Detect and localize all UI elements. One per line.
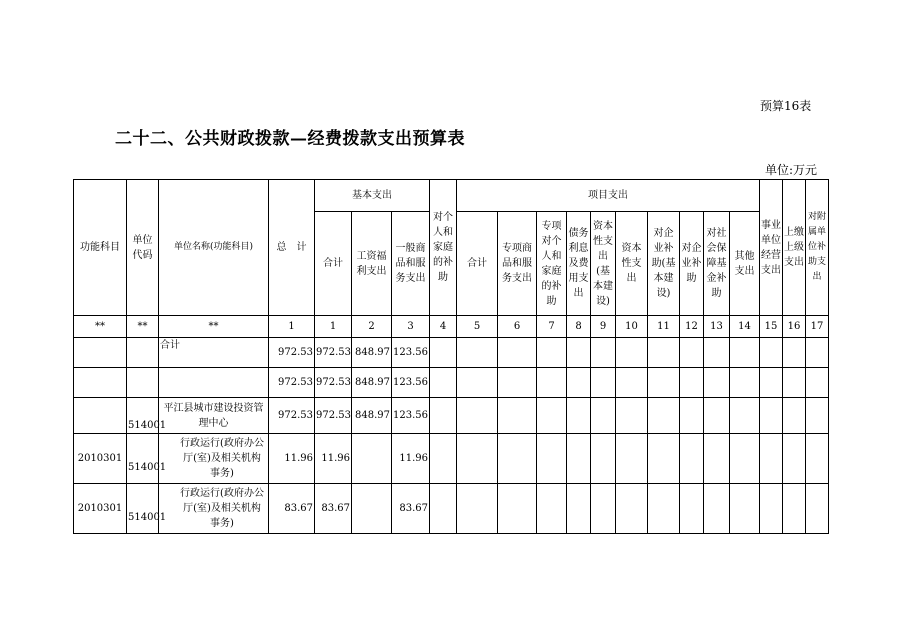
table-row [74, 484, 829, 534]
index-cell: 13 [704, 316, 730, 338]
index-cell: 1 [269, 316, 315, 338]
name-cell: 合计 [159, 338, 269, 368]
index-row [74, 316, 829, 338]
total-cell: 83.67 [269, 484, 315, 534]
header-proj-debt: 债务利息及费用支出 [567, 212, 591, 316]
form-number: 预算16表 [760, 99, 812, 113]
header-func-subject: 功能科目 [74, 180, 127, 316]
salary-cell: 848.97 [352, 338, 392, 368]
goods-cell: 83.67 [392, 484, 430, 534]
header-basic-goods: 一般商品和服务支出 [392, 212, 430, 316]
salary-cell [352, 484, 392, 534]
total-cell: 972.53 [269, 338, 315, 368]
table-row [74, 434, 829, 484]
index-cell: 17 [806, 316, 829, 338]
header-proj-capital: 资本性支出 [616, 212, 648, 316]
func-cell: 2010301 [74, 484, 127, 534]
name-cell [159, 368, 269, 398]
header-proj-total: 合计 [457, 212, 498, 316]
index-cell: 6 [498, 316, 537, 338]
index-cell: 11 [648, 316, 680, 338]
index-cell: 15 [760, 316, 783, 338]
header-upper: 上缴上级支出 [783, 180, 806, 316]
code-cell: 514001 [127, 484, 159, 534]
index-cell: 14 [730, 316, 760, 338]
name-cell: 行政运行(政府办公厅(室)及相关机构事务) [159, 484, 269, 534]
header-basic-personal: 对个人和家庭的补助 [430, 180, 457, 316]
index-cell: 5 [457, 316, 498, 338]
code-cell [127, 368, 159, 398]
basic-total-cell: 972.53 [315, 338, 352, 368]
index-cell: ** [159, 316, 269, 338]
goods-cell: 123.56 [392, 368, 430, 398]
header-unit-name: 单位名称(功能科目) [159, 180, 269, 316]
header-basic-salary: 工资福利支出 [352, 212, 392, 316]
index-cell: 10 [616, 316, 648, 338]
code-cell [127, 338, 159, 368]
header-basic-total: 合计 [315, 212, 352, 316]
index-cell: 12 [680, 316, 704, 338]
header-proj-capital-build: 资本性支出(基本建设) [591, 212, 616, 316]
basic-total-cell: 972.53 [315, 398, 352, 434]
index-cell: 7 [537, 316, 567, 338]
header-proj-personal: 专项对个人和家庭的补助 [537, 212, 567, 316]
basic-total-cell: 11.96 [315, 434, 352, 484]
func-cell [74, 338, 127, 368]
table-row [74, 338, 829, 368]
header-business: 事业单位经营支出 [760, 180, 783, 316]
header-proj-other: 其他支出 [730, 212, 760, 316]
index-cell: ** [127, 316, 159, 338]
header-proj-enterprise-build: 对企业补助(基本建设) [648, 212, 680, 316]
budget-table [73, 179, 829, 534]
index-cell: ** [74, 316, 127, 338]
total-cell: 972.53 [269, 398, 315, 434]
code-cell: 514001 [127, 434, 159, 484]
header-proj-social: 对社会保障基金补助 [704, 212, 730, 316]
func-cell: 2010301 [74, 434, 127, 484]
salary-cell: 848.97 [352, 368, 392, 398]
header-basic-group: 基本支出 [315, 180, 430, 212]
table-row [74, 368, 829, 398]
total-cell: 972.53 [269, 368, 315, 398]
func-cell [74, 368, 127, 398]
index-cell: 8 [567, 316, 591, 338]
header-unit-code: 单位代码 [127, 180, 159, 316]
goods-cell: 123.56 [392, 398, 430, 434]
goods-cell: 11.96 [392, 434, 430, 484]
header-total: 总 计 [269, 180, 315, 316]
unit-label: 单位:万元 [765, 163, 818, 177]
name-cell: 行政运行(政府办公厅(室)及相关机构事务) [159, 434, 269, 484]
header-proj-enterprise: 对企业补助 [680, 212, 704, 316]
header-subsidy: 对附属单位补助支出 [806, 180, 829, 316]
index-cell: 4 [430, 316, 457, 338]
goods-cell: 123.56 [392, 338, 430, 368]
index-cell: 2 [352, 316, 392, 338]
index-cell: 1 [315, 316, 352, 338]
total-cell: 11.96 [269, 434, 315, 484]
basic-total-cell: 972.53 [315, 368, 352, 398]
page-title: 二十二、公共财政拨款—经费拨款支出预算表 [115, 129, 465, 149]
table-row [74, 398, 829, 434]
name-cell: 平江县城市建设投资管理中心 [159, 398, 269, 434]
index-cell: 3 [392, 316, 430, 338]
salary-cell [352, 434, 392, 484]
index-cell: 9 [591, 316, 616, 338]
header-project-group: 项目支出 [457, 180, 760, 212]
basic-total-cell: 83.67 [315, 484, 352, 534]
index-cell: 16 [783, 316, 806, 338]
code-cell: 514001 [127, 398, 159, 434]
header-proj-goods: 专项商品和服务支出 [498, 212, 537, 316]
salary-cell: 848.97 [352, 398, 392, 434]
func-cell [74, 398, 127, 434]
